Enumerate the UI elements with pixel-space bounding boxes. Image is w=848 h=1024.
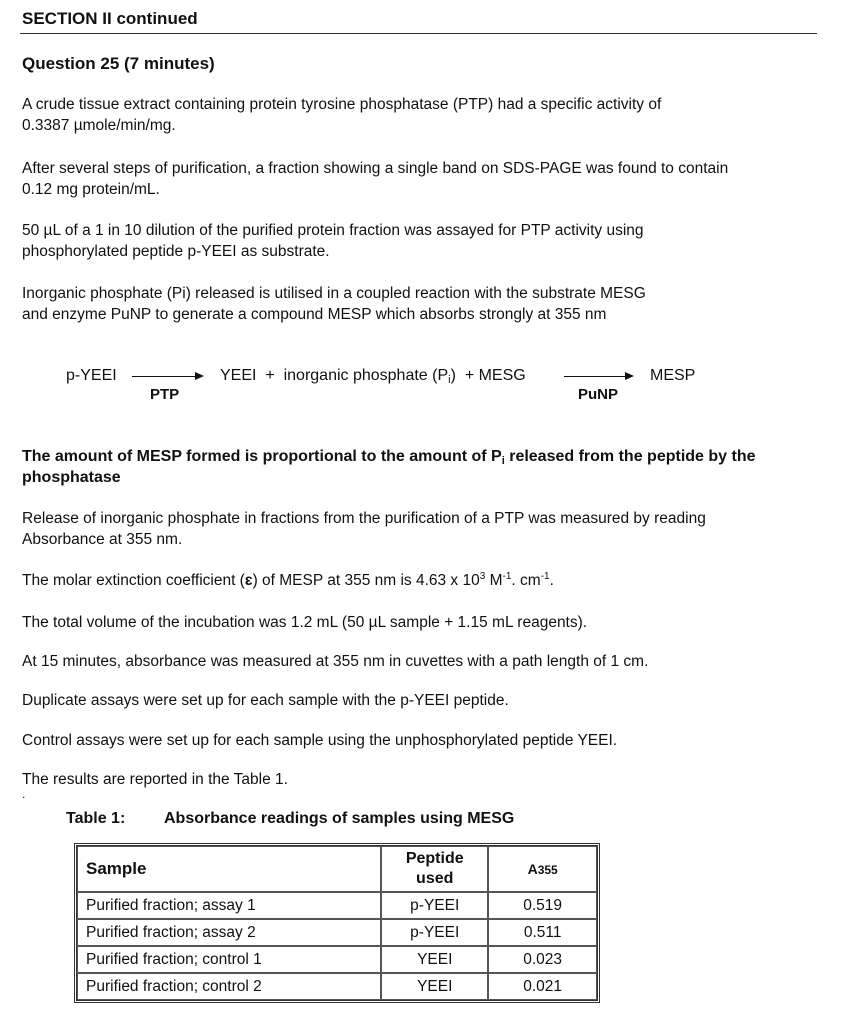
section-heading: SECTION II continued	[22, 9, 198, 28]
table-caption: Table 1: Absorbance readings of samples using MESG	[66, 810, 515, 827]
paragraph-results: The results are reported in the Table 1.	[22, 771, 288, 788]
table-row	[77, 946, 597, 973]
arrow-ptp	[132, 376, 202, 377]
paragraph-total-volume: The total volume of the incubation was 1.2 mL (50 µL sample + 1.15 mL reagents).	[22, 614, 588, 631]
cell-a355: 0.519	[488, 892, 597, 919]
enzyme-punp: PuNP	[578, 386, 619, 403]
paragraph-molar-extinction: The molar extinction coefficient (ɛ) of MESP at 355 nm is 4.63 x $10^3$ $M^{-1}$. $cm^{-1}$.	[22, 571, 554, 589]
paragraph-purification: After several steps of purification, a fraction showing a single band on SDS-PAGE was found to contain 0.12 mg protein/mL.	[22, 160, 729, 198]
paragraph-specific-activity: A crude tissue extract containing protein tyrosine phosphatase (PTP) had a specific activity of 0.3387 µmole/min/mg.	[22, 96, 662, 134]
header-peptide: Peptide used	[381, 846, 488, 892]
cell-sample: Purified fraction; assay 1	[77, 892, 381, 919]
paragraph-dilution: 50 µL of a 1 in 10 dilution of the purified protein fraction was assayed for PTP activity using phosphorylated peptide p-YEEI as substrate.	[22, 222, 644, 260]
table-row	[77, 892, 597, 919]
table-row	[77, 973, 597, 1000]
cell-a355: 0.511	[488, 919, 597, 946]
cell-sample: Purified fraction; control 1	[77, 946, 381, 973]
arrow-punp	[564, 376, 632, 377]
cell-peptide: p-YEEI	[381, 919, 488, 946]
paragraph-duplicate: Duplicate assays were set up for each sample with the p-YEEI peptide.	[22, 692, 509, 709]
heading-divider	[20, 33, 817, 34]
paragraph-control: Control assays were set up for each sample using the unphosphorylated peptide YEEI.	[22, 732, 618, 749]
paragraph-measurement: At 15 minutes, absorbance was measured at 355 nm in cuvettes with a path length of 1 cm.	[22, 653, 649, 670]
stray-dot: .	[22, 787, 26, 801]
paragraph-release: Release of inorganic phosphate in fractions from the purification of a PTP was measured by reading Absorbance at 355 nm.	[22, 510, 706, 548]
table-row	[77, 919, 597, 946]
table-header-row	[77, 846, 597, 892]
header-sample: Sample	[77, 846, 381, 892]
cell-a355: 0.021	[488, 973, 597, 1000]
cell-peptide: YEEI	[381, 973, 488, 1000]
cell-a355: 0.023	[488, 946, 597, 973]
results-table	[74, 843, 600, 1003]
reaction-final-product: MESP	[650, 367, 696, 384]
header-absorbance: A355	[488, 846, 597, 892]
proportionality-note: The amount of MESP formed is proportional to the amount of $P_i$ released from the peptide by the phosphatase	[22, 448, 756, 486]
cell-sample: Purified fraction; assay 2	[77, 919, 381, 946]
enzyme-ptp: PTP	[150, 386, 180, 403]
question-title: Question 25 (7 minutes)	[22, 54, 215, 73]
paragraph-coupled-reaction: Inorganic phosphate (Pi) released is utilised in a coupled reaction with the substrate MESG and enzyme PuNP to generate a compound MESP which absorbs strongly at 355 nm	[22, 285, 646, 323]
reaction-substrate: p-YEEI	[66, 367, 117, 384]
cell-peptide: YEEI	[381, 946, 488, 973]
cell-peptide: p-YEEI	[381, 892, 488, 919]
cell-sample: Purified fraction; control 2	[77, 973, 381, 1000]
reaction-products: YEEI + inorganic phosphate $(P_i)$ + MESG	[220, 367, 526, 386]
